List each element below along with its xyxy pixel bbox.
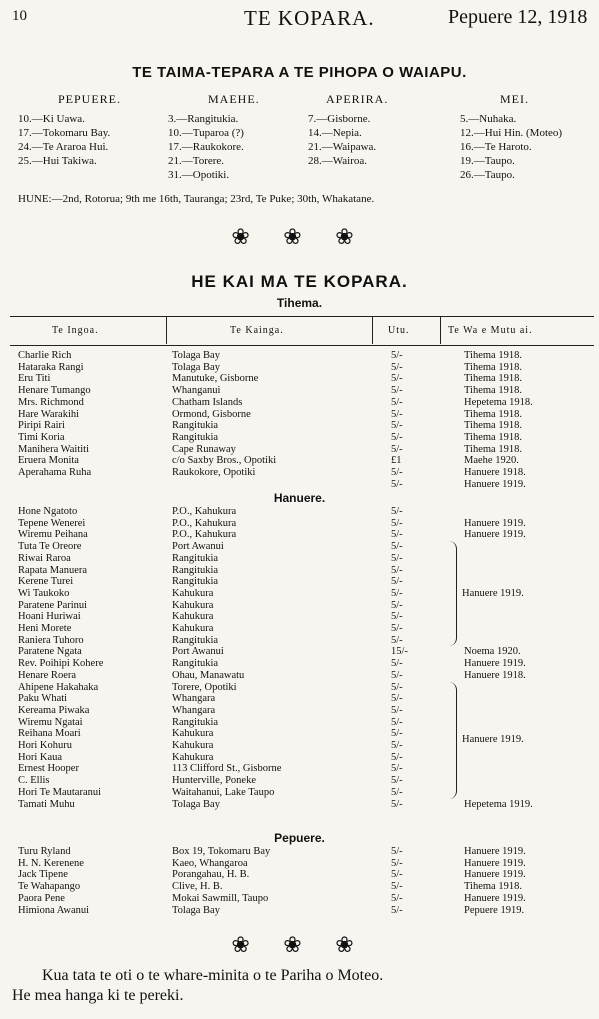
subscriber-place: Porangahau, H. B.: [172, 869, 250, 881]
subscription-cost: 5/-: [391, 506, 403, 517]
subscription-expiry: Tihema 1918.: [464, 431, 522, 443]
column-divider: [440, 316, 441, 344]
month-heading: Tihema.: [276, 296, 323, 310]
subscriber-name: Kereama Piwaka: [18, 704, 90, 716]
group-brace: [448, 541, 457, 646]
subscription-cost: 5/-: [391, 467, 403, 478]
table-row: [0, 385, 599, 397]
column-header-place: Te Kainga.: [230, 325, 284, 336]
subscriber-place: Rangitukia: [172, 634, 219, 646]
column-header-expiry: Te Wa e Mutu ai.: [448, 325, 533, 336]
subscriber-place: Tolaga Bay: [172, 361, 220, 373]
subscription-cost: 5/-: [391, 443, 403, 455]
subscription-expiry: Tihema 1918.: [464, 881, 522, 893]
subscription-expiry: Hanuere 1918.: [464, 669, 526, 681]
subscription-expiry: Tihema 1918.: [464, 408, 522, 420]
subscriber-name: Timi Koria: [18, 431, 65, 443]
subscription-cost: 5/-: [391, 763, 403, 775]
subscription-expiry: Hanuere 1919.: [464, 857, 526, 869]
table-row: [0, 479, 599, 491]
table-row: [0, 646, 599, 658]
subscriber-name: Jack Tipene: [18, 869, 68, 881]
schedule-column-heading: APERIRA.: [326, 92, 389, 106]
subscriber-place: Rangitukia: [172, 716, 219, 728]
subscriber-name: Hataraka Rangi: [18, 361, 84, 373]
subscriber-place: P.O., Kahukura: [172, 506, 237, 517]
subscription-cost: 5/-: [391, 786, 403, 798]
subscription-cost: 5/-: [391, 658, 403, 670]
subscription-cost: 5/-: [391, 408, 403, 420]
table-row: [0, 893, 599, 905]
table-row: [0, 858, 599, 870]
subscriber-place: Mokai Sawmill, Taupo: [172, 892, 269, 904]
table-row: [0, 693, 599, 705]
subscriber-name: C. Ellis: [18, 775, 50, 787]
column-header-name: Te Ingoa.: [52, 325, 99, 336]
table-row: [0, 553, 599, 565]
table-row: [0, 869, 599, 881]
schedule-item: 26.—Taupo.: [460, 169, 515, 181]
subscription-cost: 5/-: [391, 869, 403, 881]
subscription-cost: 5/-: [391, 681, 403, 693]
subscriber-place: Whangara: [172, 704, 216, 716]
table-row: [0, 455, 599, 467]
subscriber-place: Kahukura: [172, 611, 214, 623]
schedule-item: 24.—Te Araroa Hui.: [18, 141, 109, 153]
subscriber-name: Riwai Raroa: [18, 552, 71, 564]
schedule-item: 16.—Te Haroto.: [460, 141, 532, 153]
subscriber-place: Rangitukia: [172, 431, 219, 443]
subscriber-place: Ohau, Manawatu: [172, 669, 245, 681]
schedule-title: TE TAIMA-TEPARA A TE PIHOPA O WAIAPU.: [132, 64, 467, 81]
subscriber-place: Rangitukia: [172, 564, 219, 576]
schedule-item: 10.—Tuparoa (?): [168, 127, 244, 139]
subscriber-name: Te Wahapango: [18, 881, 81, 893]
schedule-item: 31.—Opotiki.: [168, 169, 230, 181]
table-row: [0, 846, 599, 858]
schedule-column-mei: [460, 92, 562, 182]
subscriber-name: Mrs. Richmond: [18, 396, 84, 408]
flower-ornament-icon: ❀ ❀ ❀: [231, 932, 368, 957]
subscriber-place: c/o Saxby Bros., Opotiki: [172, 455, 277, 467]
subscription-cost: 5/-: [391, 599, 403, 611]
subscriber-name: Kerene Turei: [18, 576, 74, 588]
table-row: [0, 717, 599, 729]
month-heading: Hanuere.: [273, 491, 326, 505]
subscriber-place: Hunterville, Poneke: [172, 775, 256, 787]
subscriber-name: Henare Roera: [18, 669, 77, 681]
subscriber-name: Tuta Te Oreore: [18, 541, 82, 553]
schedule-column-aperira: [308, 92, 388, 168]
table-row: [0, 799, 599, 811]
table-row: [0, 373, 599, 385]
table-row: [0, 787, 599, 799]
subscription-cost: 5/-: [391, 552, 403, 564]
subscriber-place: Chatham Islands: [172, 396, 243, 408]
table-row: [0, 576, 599, 588]
group-expiry-label: Hanuere 1919.: [462, 587, 524, 599]
table-header: [10, 316, 594, 346]
subscriber-place: Kahukura: [172, 740, 214, 751]
subscriber-place: Whangara: [172, 693, 216, 705]
subscriber-name: Hori Kohuru: [18, 740, 72, 751]
running-header: [12, 6, 599, 32]
subscription-cost: 5/-: [391, 576, 403, 588]
subscription-cost: 5/-: [391, 396, 403, 408]
subscriber-name: Rev. Poihipi Kohere: [18, 658, 104, 670]
table-row: [0, 611, 599, 623]
subscription-expiry: Hanuere 1918.: [464, 467, 526, 478]
table-row: [0, 623, 599, 635]
schedule-item: 7.—Gisborne.: [308, 113, 371, 125]
subscription-expiry: Hanuere 1919.: [464, 869, 526, 881]
subscriber-place: Kahukura: [172, 587, 214, 599]
table-row: [0, 529, 599, 541]
flower-ornament-icon: ❀ ❀ ❀: [231, 224, 368, 249]
subscriber-place: Raukokore, Opotiki: [172, 467, 256, 478]
subscriber-place: Tolaga Bay: [172, 904, 220, 916]
schedule-item: 14.—Nepia.: [308, 127, 362, 139]
subscriber-place: P.O., Kahukura: [172, 529, 237, 541]
column-divider: [372, 316, 373, 344]
subscriber-name: Turu Ryland: [18, 846, 71, 857]
column-header-cost: Utu.: [388, 325, 410, 336]
subscription-cost: 5/-: [391, 361, 403, 373]
subscriber-name: H. N. Kerenene: [18, 857, 84, 869]
subscriber-place: Tolaga Bay: [172, 350, 220, 361]
table-row: [0, 518, 599, 530]
subscriber-place: Rangitukia: [172, 576, 219, 588]
subscription-cost: 5/-: [391, 431, 403, 443]
subscriber-name: Raniera Tuhoro: [18, 634, 84, 646]
subscriber-name: Hori Kaua: [18, 751, 63, 763]
subscriber-place: Tolaga Bay: [172, 798, 220, 810]
table-row: [0, 635, 599, 647]
subscriber-name: Himiona Awanui: [18, 904, 90, 916]
subscriber-place: Kaeo, Whangaroa: [172, 857, 248, 869]
subscriber-name: Reihana Moari: [18, 728, 81, 740]
subscription-cost: 5/-: [391, 669, 403, 681]
subscriber-place: Port Awanui: [172, 646, 224, 658]
subscription-cost: 5/-: [391, 846, 403, 857]
subscription-expiry: Tihema 1918.: [464, 361, 522, 373]
issue-date: Pepuere 12, 1918: [448, 6, 588, 28]
schedule-item: 17.—Raukokore.: [168, 141, 244, 153]
subscriber-name: Wiremu Peihana: [18, 529, 88, 541]
table-row: [0, 506, 599, 518]
subscriber-name: Eruera Monita: [18, 455, 79, 467]
newspaper-title: TE KOPARA.: [244, 6, 375, 30]
subscription-cost: 5/-: [391, 740, 403, 751]
subscription-cost: 5/-: [391, 704, 403, 716]
group-expiry-label: Hanuere 1919.: [462, 734, 524, 745]
subscription-expiry: Hanuere 1919.: [464, 517, 526, 529]
subscription-cost: 5/-: [391, 587, 403, 599]
month-heading: Pepuere.: [274, 831, 325, 845]
footer-note: [12, 966, 592, 1006]
schedule-item: 5.—Nuhaka.: [460, 113, 517, 125]
subscription-cost: 5/-: [391, 350, 403, 361]
table-row: [0, 432, 599, 444]
subscription-cost: 5/-: [391, 881, 403, 893]
subscriber-name: Henare Tumango: [18, 385, 91, 397]
table-row: [0, 467, 599, 479]
subscriber-name: Hone Ngatoto: [18, 506, 78, 517]
schedule-item: 21.—Waipawa.: [308, 141, 377, 153]
table-row: [0, 350, 599, 362]
subscriber-place: Whanganui: [172, 385, 221, 397]
subscription-cost: 5/-: [391, 623, 403, 634]
schedule-column-heading: MEI.: [500, 92, 529, 106]
subscription-expiry: Tihema 1918.: [464, 373, 522, 385]
subscription-cost: 5/-: [391, 751, 403, 763]
subscriber-place: Clive, H. B.: [172, 881, 223, 893]
table-row: [0, 444, 599, 456]
subscriber-name: Eru Titi: [18, 373, 51, 385]
subscription-cost: 5/-: [391, 775, 403, 787]
table-row: [0, 905, 599, 917]
schedule-item: 10.—Ki Uawa.: [18, 113, 85, 125]
subscriber-place: 113 Clifford St., Gisborne: [172, 763, 282, 775]
subscriber-name: Heni Morete: [18, 623, 72, 634]
subscription-expiry: Hanuere 1919.: [464, 478, 526, 490]
table-row: [0, 362, 599, 374]
subscription-expiry: Hanuere 1919.: [464, 892, 526, 904]
schedule-item: 3.—Rangitukia.: [168, 113, 239, 125]
subscriber-name: Paratene Parinui: [18, 599, 88, 611]
table-row: [0, 541, 599, 553]
subscriber-place: Port Awanui: [172, 541, 224, 553]
subscription-cost: 5/-: [391, 611, 403, 623]
subscription-expiry: Pepuere 1919.: [464, 904, 525, 916]
group-brace: [448, 682, 457, 799]
subscriber-place: Kahukura: [172, 599, 214, 611]
subscriber-name: Aperahama Ruha: [18, 467, 92, 478]
table-row: [0, 565, 599, 577]
subscriber-name: Hoani Huriwai: [18, 611, 81, 623]
subscriber-place: Ormond, Gisborne: [172, 408, 251, 420]
subscription-expiry: Hanuere 1919.: [464, 846, 526, 857]
subscriber-name: Rapata Manuera: [18, 564, 88, 576]
subscription-cost: 5/-: [391, 728, 403, 740]
table-row: [0, 397, 599, 409]
subscriber-place: Rangitukia: [172, 552, 219, 564]
subscription-expiry: Tihema 1918.: [464, 443, 522, 455]
column-divider: [166, 316, 167, 344]
table-row: [0, 409, 599, 421]
subscription-cost: 5/-: [391, 564, 403, 576]
table-row: [0, 420, 599, 432]
subscriber-name: Tepene Wenerei: [18, 517, 86, 529]
table-row: [0, 705, 599, 717]
subscription-expiry: Hanuere 1919.: [464, 658, 526, 670]
subscriber-place: Manutuke, Gisborne: [172, 373, 259, 385]
table-row: [0, 600, 599, 612]
footer-line: He mea hanga ki te pereki.: [12, 987, 184, 1004]
subscription-expiry: Tihema 1918.: [464, 385, 522, 397]
table-row: [0, 682, 599, 694]
subscription-cost: 5/-: [391, 420, 403, 432]
footer-line: Kua tata te oti o te whare-minita o te Pariha o Moteo.: [42, 967, 384, 984]
table-row: [0, 775, 599, 787]
subscriber-place: Kahukura: [172, 751, 214, 763]
subscriber-place: Kahukura: [172, 728, 214, 740]
subscription-cost: 5/-: [391, 716, 403, 728]
schedule-item: 12.—Hui Hin. (Moteo): [460, 127, 563, 139]
subscription-cost: 5/-: [391, 892, 403, 904]
page-number: 10: [12, 8, 27, 24]
subscriber-name: Piripi Rairi: [18, 420, 65, 432]
subscription-expiry: Noema 1920.: [464, 646, 521, 658]
subscriber-place: Rangitukia: [172, 420, 219, 432]
subscriber-name: Wi Taukoko: [18, 587, 70, 599]
subscription-cost: 5/-: [391, 529, 403, 541]
schedule-column-heading: PEPUERE.: [58, 92, 122, 106]
schedule-item: 19.—Taupo.: [460, 155, 515, 167]
subscriber-place: P.O., Kahukura: [172, 517, 237, 529]
table-row: [0, 658, 599, 670]
subscriber-place: Box 19, Tokomaru Bay: [172, 846, 271, 857]
schedule-item: 25.—Hui Takiwa.: [18, 155, 97, 167]
subscriber-place: Kahukura: [172, 623, 214, 634]
schedule-column-pepuere: [18, 92, 121, 168]
subscription-cost: 5/-: [391, 634, 403, 646]
subscription-cost: 5/-: [391, 904, 403, 916]
schedule-column-maehe: [168, 92, 260, 182]
subscription-cost: 5/-: [391, 373, 403, 385]
subscription-cost: 5/-: [391, 385, 403, 397]
subscriptions-title: HE KAI MA TE KOPARA.: [191, 272, 408, 291]
subscriber-name: Hare Warakihi: [18, 408, 80, 420]
subscriber-name: Manihera Waititi: [18, 443, 89, 455]
subscriber-name: Hori Te Mautaranui: [18, 786, 102, 798]
subscriber-name: Paku Whati: [18, 693, 68, 705]
table-row: [0, 752, 599, 764]
subscription-cost: 15/-: [391, 646, 408, 658]
subscription-expiry: Tihema 1918.: [464, 350, 522, 361]
subscriber-place: Cape Runaway: [172, 443, 236, 455]
subscriber-place: Rangitukia: [172, 658, 219, 670]
subscription-cost: 5/-: [391, 798, 403, 810]
table-row: [0, 670, 599, 682]
subscription-expiry: Hepetema 1919.: [464, 798, 533, 810]
subscriber-name: Ahipene Hakahaka: [18, 681, 99, 693]
subscription-cost: 5/-: [391, 541, 403, 553]
subscription-cost: 5/-: [391, 478, 403, 490]
schedule-item: 28.—Wairoa.: [308, 155, 367, 167]
schedule-item: 21.—Torere.: [168, 155, 225, 167]
subscription-cost: 5/-: [391, 517, 403, 529]
schedule-column-heading: MAEHE.: [208, 92, 260, 106]
subscription-expiry: Hepetema 1918.: [464, 396, 533, 408]
subscription-cost: 5/-: [391, 857, 403, 869]
subscription-expiry: Tihema 1918.: [464, 420, 522, 432]
table-row: [0, 763, 599, 775]
table-row: [0, 881, 599, 893]
subscriber-place: Waitahanui, Lake Taupo: [172, 786, 275, 798]
subscriber-name: Charlie Rich: [18, 350, 72, 361]
hune-schedule-line: HUNE:—2nd, Rotorua; 9th me 16th, Tauranga; 23rd, Te Puke; 30th, Whakatane.: [18, 193, 375, 205]
subscriber-place: Torere, Opotiki: [172, 681, 237, 693]
subscriber-name: Ernest Hooper: [18, 763, 79, 775]
subscription-expiry: Hanuere 1919.: [464, 529, 526, 541]
subscription-expiry: Maehe 1920.: [464, 455, 519, 467]
subscriber-name: Tamati Muhu: [18, 798, 75, 810]
subscriber-name: Paora Pene: [18, 892, 65, 904]
subscription-cost: 5/-: [391, 693, 403, 705]
subscription-cost: £1: [391, 455, 402, 467]
subscriber-name: Paratene Ngata: [18, 646, 82, 658]
schedule-item: 17.—Tokomaru Bay.: [18, 127, 111, 139]
subscriber-name: Wiremu Ngatai: [18, 716, 83, 728]
